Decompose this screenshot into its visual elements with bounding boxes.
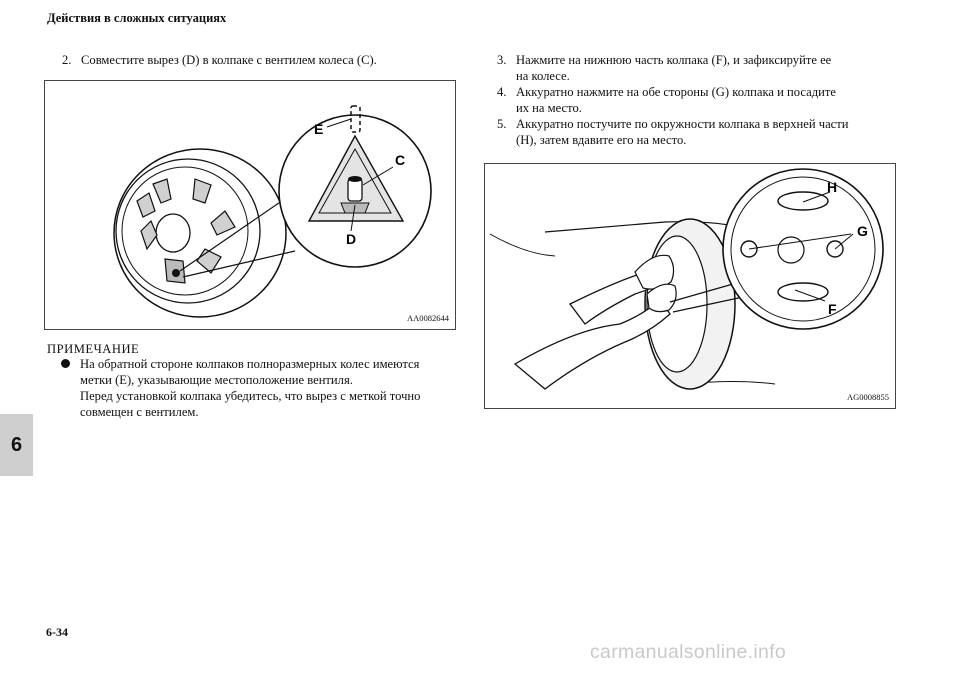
- label-f: F: [828, 301, 837, 317]
- chapter-tab: 6: [0, 414, 33, 476]
- bullet-icon: [61, 359, 70, 368]
- figure-code: AA0082644: [406, 313, 449, 323]
- wheel-cap-illustration: [45, 81, 455, 329]
- label-d: D: [346, 231, 357, 247]
- step-text: Нажмите на нижнюю часть колпака (F), и зафиксируйте ее: [516, 53, 832, 67]
- note-line: Перед установкой колпака убедитесь, что вырез с меткой точно: [80, 389, 421, 403]
- watermark: carmanualsonline.info: [590, 641, 786, 663]
- figure-code: AG0008855: [846, 392, 889, 402]
- step-number: 4.: [497, 85, 507, 99]
- step-4: [497, 84, 917, 116]
- step-text: на колесе.: [516, 69, 570, 83]
- step-text: их на место.: [516, 101, 582, 115]
- label-g: G: [857, 223, 868, 239]
- figure-cap-installation: [484, 163, 896, 409]
- step-text: (H), затем вдавите его на место.: [516, 133, 687, 147]
- note-line: совмещен с вентилем.: [80, 405, 199, 419]
- label-e: E: [314, 121, 324, 137]
- steps-right: [497, 52, 917, 148]
- step-text: Аккуратно нажмите на обе стороны (G) колпака и посадите: [516, 85, 836, 99]
- note-bullet: [61, 356, 471, 420]
- note-line: метки (E), указывающие местоположение вентиля.: [80, 373, 353, 387]
- step-text: Совместите вырез (D) в колпаке с вентилем колеса (C).: [81, 53, 377, 67]
- step-5: [497, 116, 917, 148]
- label-h: H: [827, 179, 838, 195]
- step-2: [62, 52, 462, 68]
- label-c: C: [395, 152, 406, 168]
- note-line: На обратной стороне колпаков полноразмерных колес имеются: [80, 357, 420, 371]
- step-number: 3.: [497, 53, 507, 67]
- step-number: 5.: [497, 117, 507, 131]
- step-3: [497, 52, 917, 84]
- cap-installation-illustration: [485, 164, 895, 408]
- step-text: Аккуратно постучите по окружности колпака в верхней части: [516, 117, 849, 131]
- page-number: 6-34: [46, 625, 68, 639]
- page-header: Действия в сложных ситуациях: [47, 11, 227, 25]
- figure-wheel-cap-alignment: [44, 80, 456, 330]
- note-title: ПРИМЕЧАНИЕ: [47, 342, 140, 356]
- step-number: 2.: [62, 53, 72, 67]
